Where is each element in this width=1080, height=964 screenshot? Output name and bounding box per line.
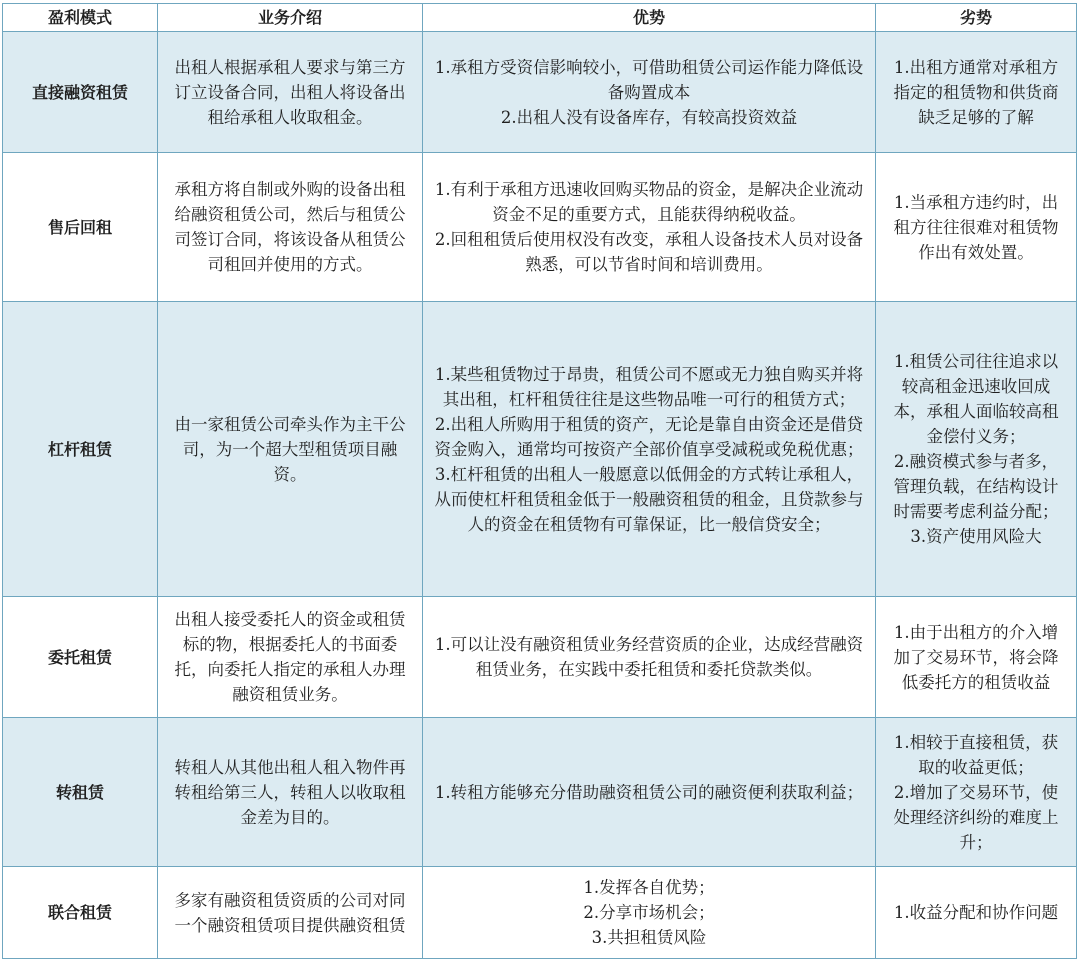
header-advantages: 优势: [423, 4, 876, 32]
table-row: [3, 718, 1077, 867]
table-row: [3, 32, 1077, 153]
cell-model: 杠杆租赁: [3, 302, 158, 597]
cell-disadvantages: [876, 32, 1077, 153]
cell-disadvantages: [876, 867, 1077, 959]
advantage-item: 2.出租人所购用于租赁的资产，无论是靠自由资金还是借贷资金购入，通常均可按资产全部价值享受减税或免税优惠；: [434, 414, 864, 459]
advantage-item: 1.某些租赁物过于昂贵，租赁公司不愿或无力独自购买并将其出租，杠杆租赁往往是这些物品唯一可行的租赁方式；: [434, 364, 864, 409]
advantage-item: 1.发挥各自优势；: [583, 878, 715, 897]
cell-intro: 转租人从其他出租人租入物件再转租给第三人，转租人以收取租金差为目的。: [158, 718, 423, 867]
business-model-table-container: [2, 3, 1077, 959]
cell-advantages: [423, 32, 876, 153]
cell-intro: 出租人根据承租人要求与第三方订立设备合同，出租人将设备出租给承租人收取租金。: [158, 32, 423, 153]
cell-advantages: [423, 302, 876, 597]
cell-intro: 出租人接受委托人的资金或租赁标的物，根据委托人的书面委托，向委托人指定的承租人办理融资租赁业务。: [158, 597, 423, 718]
table-row: [3, 867, 1077, 959]
cell-disadvantages: [876, 302, 1077, 597]
disadvantage-item: 2.增加了交易环节，使处理经济纠纷的难度上升；: [893, 782, 1059, 852]
disadvantage-item: 2.融资模式参与者多，管理负载，在结构设计时需要考虑利益分配；: [893, 452, 1059, 521]
disadvantage-item: 1.由于出租方的介入增加了交易环节，将会降低委托方的租赁收益: [893, 622, 1059, 692]
table-row: [3, 153, 1077, 302]
cell-model: 直接融资租赁: [3, 32, 158, 153]
cell-intro: 多家有融资租赁资质的公司对同一个融资租赁项目提供融资租赁: [158, 867, 423, 959]
advantage-item: 3.共担租赁风险: [591, 928, 707, 947]
disadvantage-item: 3.资产使用风险大: [910, 527, 1042, 546]
disadvantage-item: 1.出租方通常对承租方指定的租赁物和供货商缺乏足够的了解: [893, 57, 1059, 127]
table-header-row: [3, 4, 1077, 32]
cell-disadvantages: [876, 153, 1077, 302]
cell-intro: 承租方将自制或外购的设备出租给融资租赁公司，然后与租赁公司签订合同，将该设备从租赁公司租回并使用的方式。: [158, 153, 423, 302]
header-intro: 业务介绍: [158, 4, 423, 32]
cell-disadvantages: [876, 597, 1077, 718]
cell-advantages: [423, 153, 876, 302]
table-row: [3, 597, 1077, 718]
cell-advantages: [423, 597, 876, 718]
advantage-item: 2.回租租赁后使用权没有改变，承租人设备技术人员对设备熟悉，可以节省时间和培训费用。: [434, 230, 864, 274]
cell-intro: 由一家租赁公司牵头作为主干公司，为一个超大型租赁项目融资。: [158, 302, 423, 597]
header-model: 盈利模式: [3, 4, 158, 32]
advantage-item: 1.可以让没有融资租赁业务经营资质的企业，达成经营融资租赁业务，在实践中委托租赁和委托贷款类似。: [434, 635, 864, 679]
cell-disadvantages: [876, 718, 1077, 867]
disadvantage-item: 1.当承租方违约时，出租方往往很难对租赁物作出有效处置。: [893, 192, 1059, 262]
advantage-item: 1.承租方受资信影响较小，可借助租赁公司运作能力降低设备购置成本: [434, 57, 864, 102]
advantage-item: 2.分享市场机会；: [583, 903, 715, 922]
advantage-item: 1.转租方能够充分借助融资租赁公司的融资便利获取利益；: [434, 782, 864, 802]
disadvantage-item: 1.相较于直接租赁，获取的收益更低；: [893, 732, 1059, 777]
advantage-item: 3.杠杆租赁的出租人一般愿意以低佣金的方式转让承租人，从而使杠杆租赁租金低于一般融资租赁的租金，且贷款参与人的资金在租赁物有可靠保证，比一般信贷安全；: [434, 464, 864, 534]
disadvantage-item: 1.租赁公司往往追求以较高租金迅速收回成本，承租人面临较高租金偿付义务；: [893, 352, 1059, 446]
header-disadvantages: 劣势: [876, 4, 1077, 32]
cell-advantages: [423, 718, 876, 867]
disadvantage-item: 1.收益分配和协作问题: [893, 903, 1059, 922]
cell-advantages: [423, 867, 876, 959]
cell-model: 转租赁: [3, 718, 158, 867]
cell-model: 委托租赁: [3, 597, 158, 718]
advantage-item: 2.出租人没有设备库存，有较高投资效益: [500, 107, 798, 127]
advantage-item: 1.有利于承租方迅速收回购买物品的资金，是解决企业流动资金不足的重要方式，且能获得纳税收益。: [434, 180, 864, 224]
cell-model: 售后回租: [3, 153, 158, 302]
table-row: [3, 302, 1077, 597]
cell-model: 联合租赁: [3, 867, 158, 959]
business-model-table: [2, 3, 1077, 959]
